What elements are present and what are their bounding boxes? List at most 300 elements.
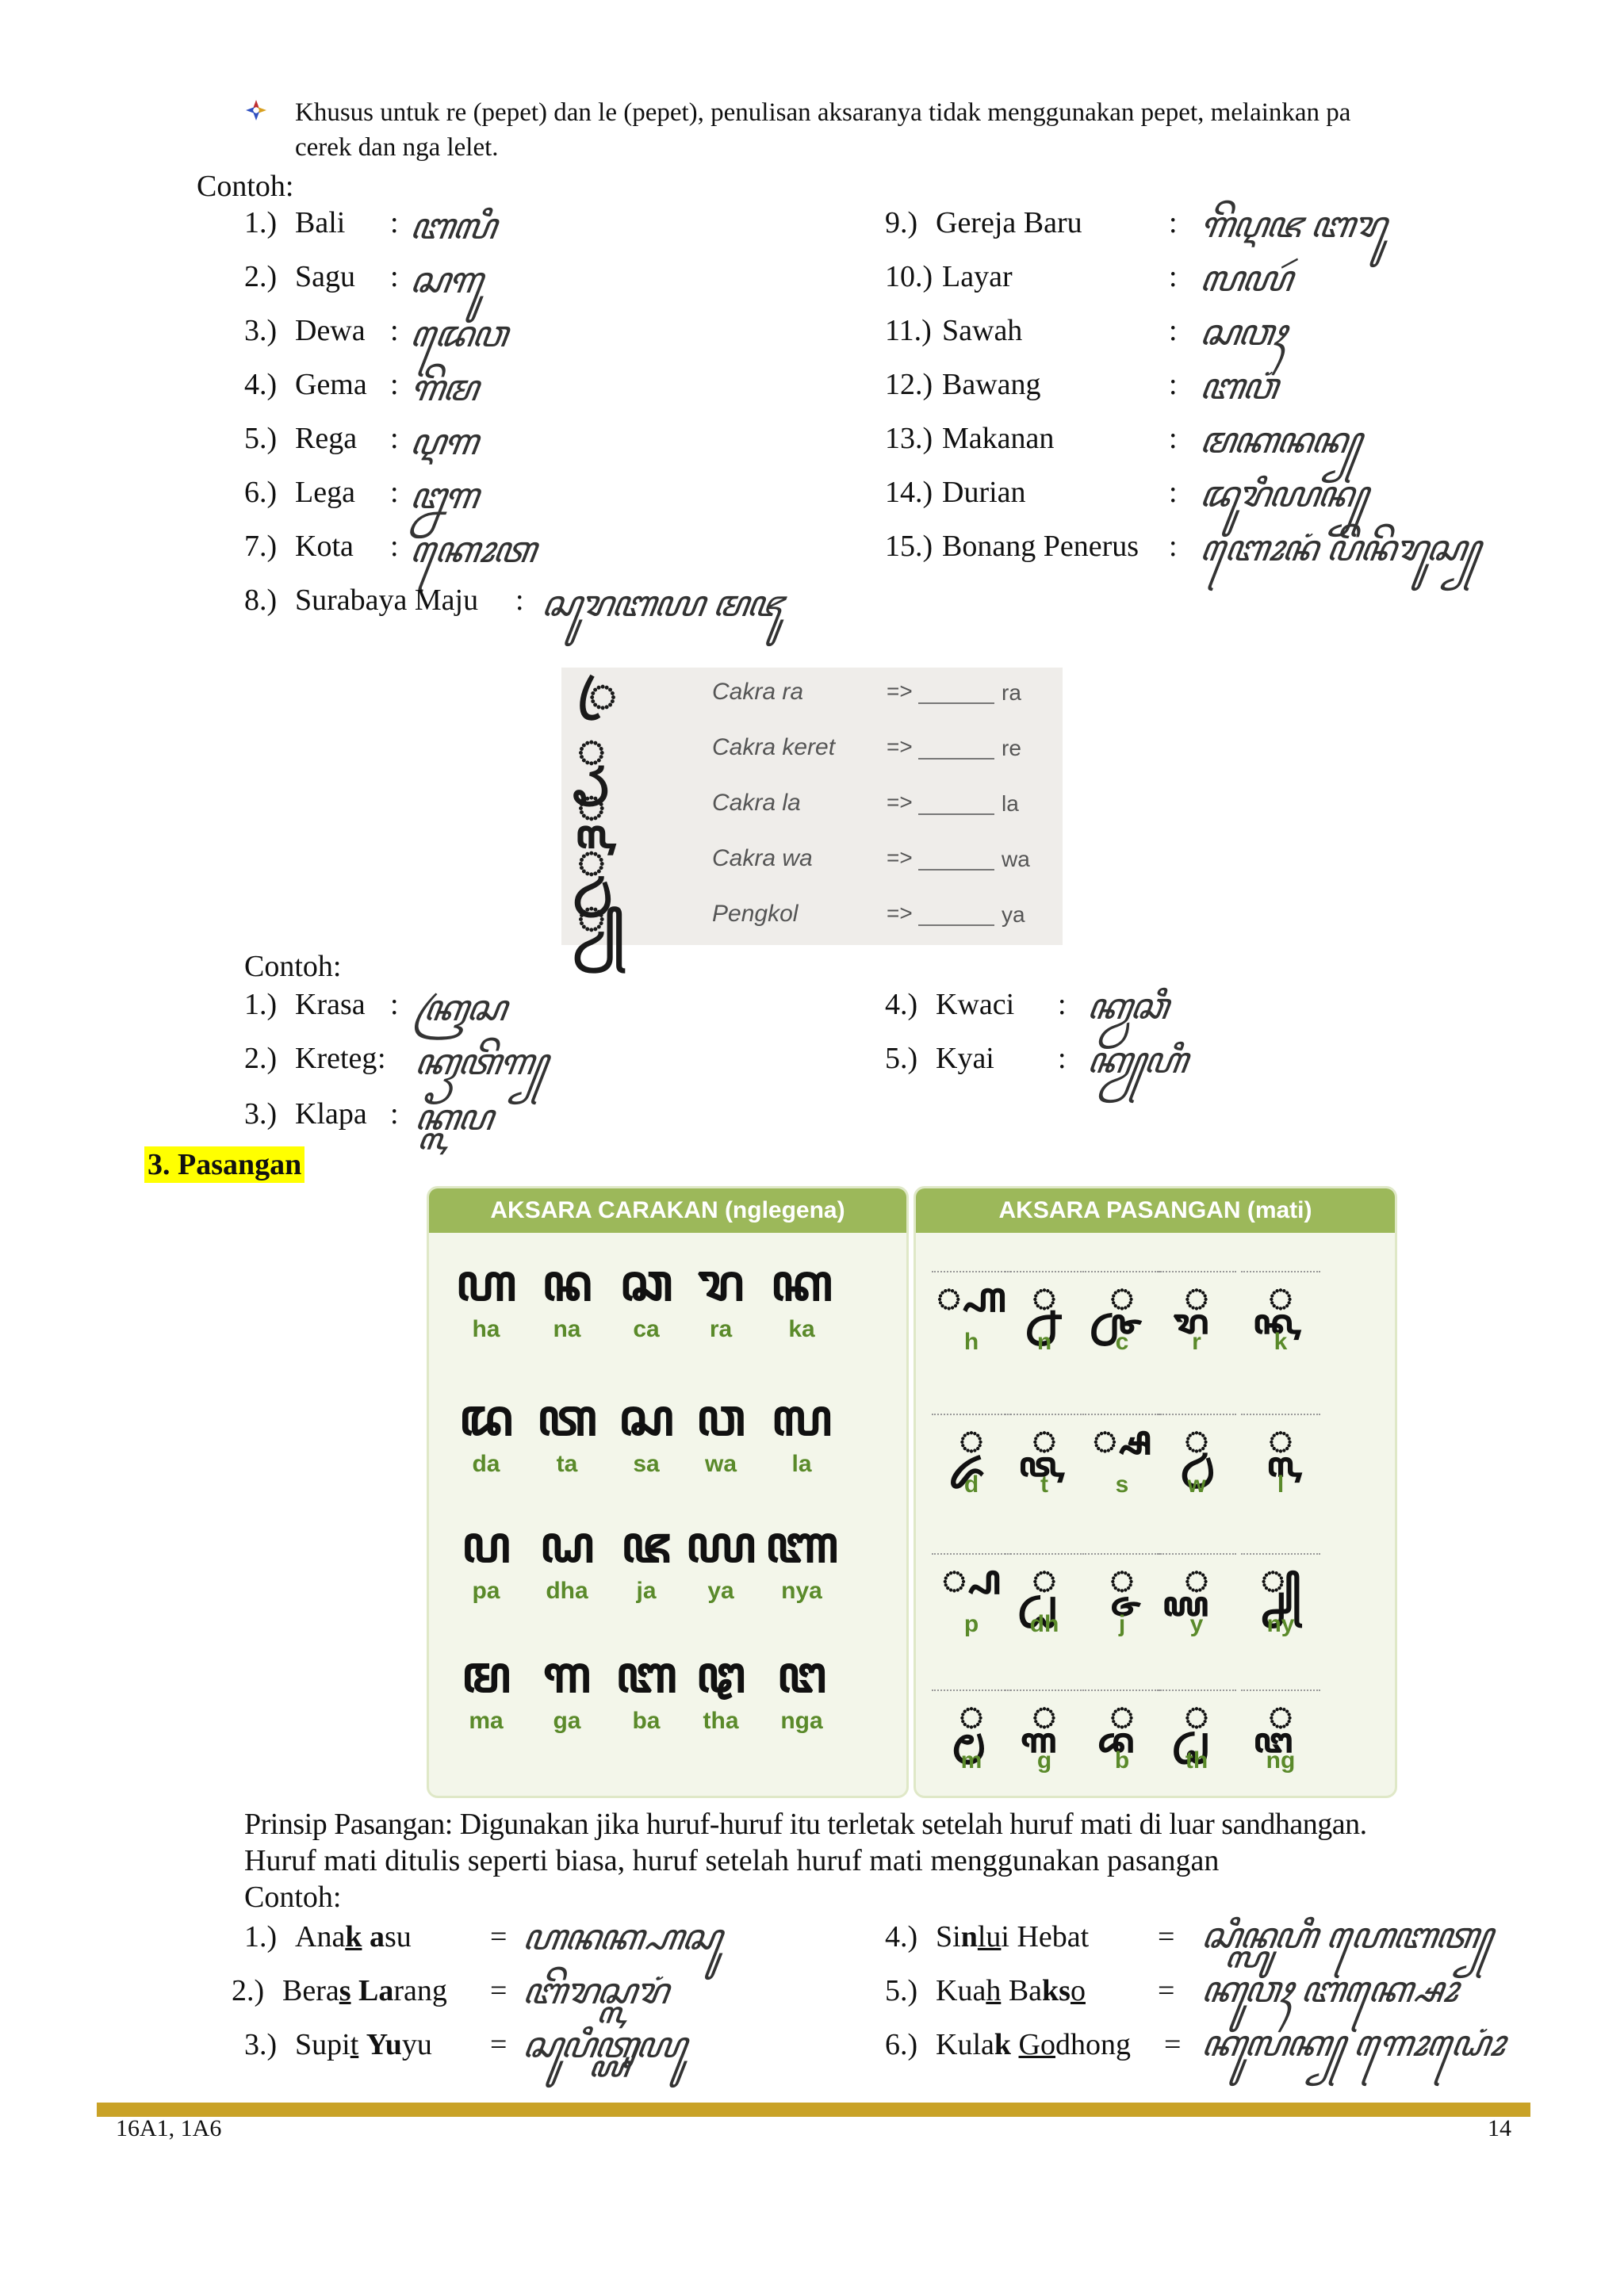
example-word: [936, 2026, 1131, 2063]
aksara-latin-label: y: [1189, 1611, 1204, 1637]
aksara-latin-label: ta: [556, 1451, 578, 1477]
aksara-glyph: ꧀ꦭ: [1241, 1414, 1320, 1466]
cakra-name: Cakra keret: [712, 734, 836, 760]
aksara-cell: [1241, 1689, 1320, 1775]
example-number: 5.): [885, 1042, 918, 1075]
aksara-cell: [607, 1513, 686, 1605]
aksara-glyph: ꦲ: [455, 1254, 517, 1313]
aksara-glyph: ꧀ꦫ: [1157, 1271, 1236, 1323]
aksara-cell: [527, 1252, 607, 1344]
word-segment: [1011, 2028, 1019, 2061]
aksara-cell: [527, 1387, 607, 1479]
cakra-glyph: ꧀ꦭ: [577, 779, 606, 834]
aksara-glyph: ꦢ: [458, 1389, 514, 1448]
aksara-cell: [1157, 1271, 1236, 1357]
javanese-script: ꦏꦸꦭꦏ꧀ ꦒꦺꦴꦝꦺꦴꦁ: [1198, 2022, 1507, 2064]
aksara-glyph: ꧀ꦒ: [1005, 1689, 1084, 1742]
note-line-2: cerek dan nga lelet.: [295, 133, 499, 162]
prinsip-line-2: Huruf mati ditulis seperti biasa, huruf setelah huruf mati menggunakan pasangan: [244, 1844, 1220, 1877]
example-colon: :: [390, 368, 399, 401]
word-segment: o: [1070, 1974, 1086, 2007]
aksara-latin-label: ny: [1266, 1611, 1295, 1637]
aksara-cell: [446, 1387, 526, 1479]
javanese-script: ꦱꦒꦸ: [407, 258, 485, 301]
aksara-latin-label: p: [963, 1611, 979, 1637]
word-segment: rang: [393, 1974, 447, 2007]
example-number: 4.): [885, 1920, 918, 1954]
word-segment: ks: [1042, 1974, 1071, 2007]
example-colon: :: [390, 476, 399, 509]
word-segment: t: [350, 2028, 359, 2061]
example-number: 1.): [244, 206, 278, 239]
example-colon: :: [1169, 260, 1178, 293]
example-number: 13.): [885, 422, 933, 455]
aksara-cell: [762, 1644, 841, 1735]
aksara-latin-label: ra: [709, 1316, 733, 1342]
aksara-glyph: ꧀ꦔ: [1241, 1689, 1320, 1742]
aksara-glyph: ꧀ꦗ: [1082, 1553, 1162, 1605]
cakra-blank-line: [918, 758, 994, 760]
aksara-latin-label: h: [963, 1329, 979, 1355]
javanese-script: ꦒꦼꦩ: [407, 366, 481, 409]
aksara-glyph: ꦱ: [619, 1389, 674, 1448]
cakra-glyph: ꦽ: [577, 723, 606, 779]
javanese-script: ꦏꦺꦴꦠ: [407, 528, 538, 571]
aksara-latin-label: ba: [632, 1708, 661, 1734]
example-colon: :: [390, 422, 399, 455]
example-word: Kyai: [936, 1042, 994, 1075]
aksara-glyph: ꧀ꦤ: [1005, 1271, 1084, 1323]
aksara-latin-label: d: [963, 1471, 979, 1498]
aksara-cell: [446, 1644, 526, 1735]
aksara-cell: [1082, 1414, 1162, 1499]
cakra-figure: [561, 668, 1063, 945]
aksara-cell: [762, 1387, 841, 1479]
aksara-cell: [607, 1387, 686, 1479]
example-word: Kwaci: [936, 988, 1015, 1021]
cakra-arrow: =>: [887, 845, 913, 870]
aksara-glyph: ꦚ: [764, 1516, 839, 1575]
example-colon: :: [377, 1042, 386, 1075]
example-number: 3.): [244, 1097, 278, 1131]
example-word: Gereja Baru: [936, 206, 1082, 239]
aksara-glyph: ꧀ꦚ: [1241, 1553, 1320, 1605]
aksara-latin-label: ha: [472, 1316, 500, 1342]
example-word: Dewa: [295, 314, 366, 347]
aksara-latin-label: g: [1036, 1747, 1052, 1774]
cakra-blank-line: [918, 924, 994, 926]
cakra-row: [561, 723, 1069, 779]
aksara-glyph: ꦧ: [615, 1646, 677, 1705]
aksara-cell: [1005, 1689, 1084, 1775]
cakra-result: re: [1002, 736, 1021, 760]
example-number: 10.): [885, 260, 933, 293]
example-colon: :: [1169, 530, 1178, 563]
javanese-script: ꦧꦮꦁ: [1197, 365, 1280, 408]
aksara-glyph: ꦮ: [696, 1389, 745, 1448]
aksara-latin-label: m: [960, 1747, 982, 1774]
example-colon: :: [1058, 1042, 1067, 1075]
javanese-script: ꦲꦤꦏ꧀ꦲꦱꦸ: [519, 1915, 724, 1958]
example-word: Gema: [295, 368, 367, 401]
page-number: 14: [1488, 2115, 1511, 2141]
aksara-cell: [527, 1644, 607, 1735]
example-word: Surabaya Maju: [295, 584, 479, 617]
aksara-glyph: ꦏ: [770, 1254, 833, 1313]
aksara-glyph: ꦪ: [685, 1516, 756, 1575]
word-segment: i Hebat: [1001, 1920, 1090, 1954]
aksara-glyph: ꧀ꦥ: [932, 1553, 1011, 1605]
aksara-latin-label: ng: [1266, 1747, 1296, 1774]
example-number: 1.): [244, 1920, 278, 1954]
example-word: Kota: [295, 530, 354, 563]
cakra-result: la: [1002, 791, 1019, 816]
aksara-latin-label: ka: [788, 1316, 815, 1342]
aksara-cell: [446, 1513, 526, 1605]
cakra-glyph: ꦾ: [577, 890, 624, 945]
aksara-latin-label: na: [553, 1316, 581, 1342]
aksara-glyph: ꦥ: [462, 1516, 511, 1575]
cakra-glyph: ꦿ: [577, 668, 617, 723]
contoh-label-2: Contoh:: [244, 950, 342, 983]
cakra-name: Cakra wa: [712, 845, 813, 871]
cakra-name: Pengkol: [712, 901, 799, 927]
example-colon: :: [390, 530, 399, 563]
example-colon: :: [390, 260, 399, 293]
javanese-script: ꦱꦸꦫꦧꦪ ꦩꦗꦸ: [538, 582, 785, 625]
word-segment: k: [345, 1920, 362, 1954]
aksara-latin-label: dh: [1029, 1611, 1059, 1637]
aksara-latin-label: tha: [703, 1708, 739, 1734]
example-colon: :: [1169, 314, 1178, 347]
footer-code: 16A1, 1A6: [116, 2115, 222, 2141]
cakra-row: [561, 779, 1069, 834]
cakra-row: [561, 834, 1069, 890]
aksara-latin-label: la: [791, 1451, 812, 1477]
aksara-latin-label: th: [1185, 1747, 1208, 1774]
aksara-latin-label: k: [1274, 1329, 1288, 1355]
aksara-latin-label: da: [472, 1451, 500, 1477]
javanese-script: ꦩꦏꦤꦤ꧀: [1197, 419, 1364, 461]
cakra-result: wa: [1002, 847, 1030, 871]
cakra-blank-line: [918, 813, 994, 815]
aksara-glyph: ꦒ: [542, 1646, 592, 1705]
word-segment: dhong: [1055, 2028, 1131, 2061]
aksara-latin-label: ya: [707, 1578, 734, 1604]
aksara-glyph: ꦝ: [539, 1516, 595, 1575]
aksara-pasangan-title: AKSARA PASANGAN (mati): [916, 1188, 1395, 1233]
example-colon: :: [390, 314, 399, 347]
aksara-cell: [1005, 1414, 1084, 1499]
example-number: 3.): [244, 2028, 278, 2061]
example-number: 2.): [244, 1042, 278, 1075]
javanese-script: ꦏꦽꦠꦼꦒ꧀: [412, 1040, 550, 1083]
cakra-blank-line: [918, 702, 994, 704]
aksara-latin-label: j: [1118, 1611, 1126, 1637]
aksara-cell: [607, 1644, 686, 1735]
word-segment: La: [358, 1974, 394, 2007]
aksara-cell: [1082, 1271, 1162, 1357]
example-colon: :: [515, 584, 524, 617]
example-word: Bonang Penerus: [942, 530, 1139, 563]
word-segment: Kula: [936, 2028, 994, 2061]
prinsip-line-1: Prinsip Pasangan: Digunakan jika huruf-huruf itu terletak setelah huruf mati di luar sandhangan.: [244, 1808, 1367, 1841]
aksara-cell: [1241, 1414, 1320, 1499]
aksara-latin-label: c: [1115, 1329, 1129, 1355]
example-colon: :: [1169, 368, 1178, 401]
word-segment: Ana: [295, 1920, 346, 1954]
example-number: 1.): [244, 988, 278, 1021]
word-segment: h: [986, 1974, 1002, 2007]
aksara-glyph: ꧀ꦲ: [932, 1271, 1011, 1323]
equals-sign: =: [490, 2028, 508, 2061]
aksara-cell: [762, 1513, 841, 1605]
aksara-glyph: ꧀ꦮ: [1157, 1414, 1236, 1466]
aksara-latin-label: ja: [636, 1578, 657, 1604]
aksara-carakan-panel: [427, 1186, 909, 1798]
aksara-cell: [1005, 1553, 1084, 1639]
word-segment: Go: [1018, 2028, 1055, 2061]
aksara-latin-label: wa: [704, 1451, 737, 1477]
word-segment: Supi: [295, 2028, 350, 2061]
aksara-glyph: ꦕ: [619, 1254, 673, 1313]
example-word: Layar: [942, 260, 1013, 293]
aksara-latin-label: w: [1187, 1471, 1206, 1498]
aksara-cell: [607, 1252, 686, 1344]
javanese-script: ꦏꦿꦱ: [412, 986, 508, 1029]
aksara-cell: [1082, 1689, 1162, 1775]
aksara-cell: [932, 1689, 1011, 1775]
aksara-cell: [681, 1252, 760, 1344]
javanese-script: ꦢꦺꦮ: [407, 312, 510, 355]
word-segment: yu: [401, 2028, 432, 2061]
word-segment: lu: [977, 1920, 1002, 1954]
aksara-latin-label: pa: [472, 1578, 500, 1604]
aksara-latin-label: dha: [546, 1578, 588, 1604]
example-number: 4.): [244, 368, 278, 401]
aksara-glyph: ꧀ꦏ: [1241, 1271, 1320, 1323]
example-number: 2.): [244, 260, 278, 293]
word-segment: [362, 1920, 370, 1954]
example-number: 11.): [885, 314, 932, 347]
aksara-latin-label: n: [1036, 1329, 1052, 1355]
aksara-glyph: ꧀ꦧ: [1082, 1689, 1162, 1742]
word-segment: Si: [936, 1920, 961, 1954]
aksara-latin-label: r: [1192, 1329, 1201, 1355]
example-colon: :: [1169, 476, 1178, 509]
example-number: 3.): [244, 314, 278, 347]
example-number: 15.): [885, 530, 933, 563]
cakra-arrow: =>: [887, 790, 913, 814]
example-number: 12.): [885, 368, 933, 401]
example-word: [936, 1973, 1086, 2009]
aksara-cell: [1157, 1414, 1236, 1499]
example-number: 8.): [244, 584, 278, 617]
javanese-script: ꦧꦺꦴꦤꦁ ꦥꦼꦤꦼꦫꦸꦱ꧀: [1197, 526, 1483, 569]
aksara-cell: [932, 1553, 1011, 1639]
aksara-glyph: ꧀ꦢ: [932, 1414, 1011, 1466]
aksara-glyph: ꧀ꦠ: [1005, 1414, 1084, 1466]
aksara-latin-label: ca: [633, 1316, 660, 1342]
javanese-script: ꦊꦒ: [407, 474, 481, 517]
example-word: Sawah: [942, 314, 1023, 347]
aksara-glyph: ꦗ: [621, 1516, 672, 1575]
aksara-latin-label: s: [1115, 1471, 1129, 1498]
javanese-script: ꦏꦾꦲꦶ: [1084, 1039, 1189, 1081]
word-segment: [351, 1974, 359, 2007]
cakra-arrow: =>: [887, 734, 913, 759]
javanese-script: ꦉꦒ: [407, 420, 480, 463]
aksara-glyph: ꧀ꦪ: [1157, 1553, 1236, 1605]
cakra-result: ya: [1002, 902, 1025, 927]
example-number: 2.): [232, 1974, 265, 2007]
cakra-name: Cakra la: [712, 790, 801, 816]
example-number: 7.): [244, 530, 278, 563]
example-number: 5.): [885, 1974, 918, 2007]
aksara-cell: [681, 1513, 760, 1605]
example-word: Bawang: [942, 368, 1041, 401]
aksara-cell: [681, 1644, 760, 1735]
aksara-pasangan-panel: [914, 1186, 1397, 1798]
section-title-pasangan: 3. Pasangan: [144, 1146, 304, 1183]
javanese-script: ꦒꦼꦉꦗ ꦧꦫꦸ: [1197, 203, 1388, 246]
word-segment: [358, 2028, 366, 2061]
cakra-arrow: =>: [887, 679, 913, 703]
aksara-latin-label: l: [1277, 1471, 1285, 1498]
aksara-cell: [1241, 1553, 1320, 1639]
aksara-latin-label: nga: [780, 1708, 823, 1734]
example-word: [295, 2026, 432, 2063]
aksara-cell: [932, 1414, 1011, 1499]
example-word: Rega: [295, 422, 358, 455]
cakra-row: [561, 668, 1069, 723]
word-segment: Kua: [936, 1974, 986, 2007]
example-colon: :: [1058, 988, 1067, 1021]
aksara-latin-label: nya: [781, 1578, 822, 1604]
example-colon: :: [390, 206, 399, 239]
equals-sign: =: [490, 1920, 508, 1954]
example-word: [295, 1919, 412, 1955]
example-word: Sagu: [295, 260, 355, 293]
footer-rule: [97, 2103, 1530, 2117]
aksara-cell: [446, 1252, 526, 1344]
aksara-cell: [527, 1513, 607, 1605]
equals-sign: =: [1158, 1974, 1175, 2007]
javanese-script: ꦏꦸꦮꦃ ꦧꦏ꧀ꦱꦺꦴ: [1198, 1968, 1461, 2011]
word-segment: Ba: [1001, 1974, 1043, 2007]
cakra-blank-line: [918, 869, 994, 871]
aksara-cell: [681, 1387, 760, 1479]
example-word: Lega: [295, 476, 355, 509]
example-word: [282, 1973, 447, 2009]
aksara-glyph: ꧀ꦝ: [1005, 1553, 1084, 1605]
aksara-latin-label: b: [1114, 1747, 1130, 1774]
example-word: Klapa: [295, 1097, 367, 1131]
example-colon: :: [1169, 206, 1178, 239]
bullet-icon: [244, 98, 268, 122]
example-colon: :: [390, 1097, 399, 1131]
aksara-cell: [762, 1252, 841, 1344]
word-segment: su: [384, 1920, 412, 1954]
note-paragraph: [295, 95, 1540, 165]
aksara-glyph: ꦭ: [771, 1389, 833, 1448]
aksara-cell: [1005, 1271, 1084, 1357]
aksara-cell: [1241, 1271, 1320, 1357]
aksara-latin-label: ga: [553, 1708, 581, 1734]
aksara-glyph: ꦤ: [542, 1254, 592, 1313]
example-colon: :: [1169, 422, 1178, 455]
equals-sign: =: [490, 1974, 508, 2007]
aksara-glyph: ꧀ꦕ: [1082, 1271, 1162, 1323]
javanese-script: ꦢꦸꦫꦶꦪꦤ꧀: [1197, 473, 1370, 515]
aksara-glyph: ꦠ: [537, 1389, 597, 1448]
example-word: Makanan: [942, 422, 1055, 455]
contoh-label-1: Contoh:: [197, 170, 294, 203]
word-segment: s: [339, 1974, 351, 2007]
example-number: 9.): [885, 206, 918, 239]
word-segment: k: [994, 2028, 1012, 2061]
example-number: 14.): [885, 476, 933, 509]
cakra-glyph: ꧀ꦮ: [577, 834, 606, 890]
aksara-latin-label: t: [1040, 1471, 1048, 1498]
cakra-row: [561, 890, 1069, 945]
example-word: Durian: [942, 476, 1026, 509]
javanese-script: ꦏ꧀ꦭꦥ: [412, 1096, 495, 1138]
example-word: Kreteg: [295, 1042, 377, 1075]
aksara-glyph: ꧀ꦩ: [932, 1689, 1011, 1742]
aksara-latin-label: ma: [469, 1708, 504, 1734]
aksara-carakan-title: AKSARA CARAKAN (nglegena): [429, 1188, 906, 1233]
cakra-arrow: =>: [887, 901, 913, 925]
equals-sign: =: [1164, 2028, 1182, 2061]
aksara-glyph: ꦩ: [461, 1646, 511, 1705]
aksara-cell: [932, 1271, 1011, 1357]
aksara-latin-label: sa: [633, 1451, 660, 1477]
word-segment: n: [960, 1920, 978, 1954]
aksara-glyph: ꦛ: [695, 1646, 746, 1705]
cakra-result: ra: [1002, 680, 1021, 705]
aksara-cell: [1157, 1553, 1236, 1639]
example-number: 4.): [885, 988, 918, 1021]
example-number: 6.): [885, 2028, 918, 2061]
example-number: 5.): [244, 422, 278, 455]
javanese-script: ꦱꦸꦥꦶꦠ꧀ꦪꦸꦪꦸ: [519, 2023, 688, 2066]
javanese-script: ꦱꦮꦃ: [1197, 311, 1289, 354]
example-word: Bali: [295, 206, 346, 239]
example-colon: :: [390, 988, 399, 1021]
aksara-glyph: ꧀ꦱ: [1082, 1414, 1162, 1466]
example-number: 6.): [244, 476, 278, 509]
word-segment: Bera: [282, 1974, 339, 2007]
word-segment: a: [369, 1920, 385, 1954]
word-segment: Yu: [366, 2028, 402, 2061]
aksara-glyph: ꦫ: [697, 1254, 745, 1313]
cakra-name: Cakra ra: [712, 679, 804, 705]
aksara-glyph: ꦔ: [776, 1646, 827, 1705]
javanese-script: ꦧꦭꦶ: [407, 205, 498, 247]
aksara-cell: [1082, 1553, 1162, 1639]
prinsip-contoh-label: Contoh:: [244, 1881, 342, 1914]
example-word: Krasa: [295, 988, 366, 1021]
javanese-script: ꦏ꧀ꦮꦕꦶ: [1084, 985, 1170, 1027]
example-word: [936, 1919, 1089, 1955]
javanese-script: ꦭꦪꦂ: [1197, 257, 1295, 300]
javanese-script: ꦱꦶꦤ꧀ꦭꦸꦲꦶ ꦲꦺꦧꦠ꧀: [1198, 1914, 1495, 1957]
note-line-1: Khusus untuk re (pepet) dan le (pepet), penulisan aksaranya tidak menggunakan pepet, melainkan pa: [295, 98, 1351, 127]
equals-sign: =: [1158, 1920, 1175, 1954]
aksara-cell: [1157, 1689, 1236, 1775]
javanese-script: ꦧꦼꦫꦱ꧀ꦭꦫꦁ: [519, 1969, 671, 2012]
